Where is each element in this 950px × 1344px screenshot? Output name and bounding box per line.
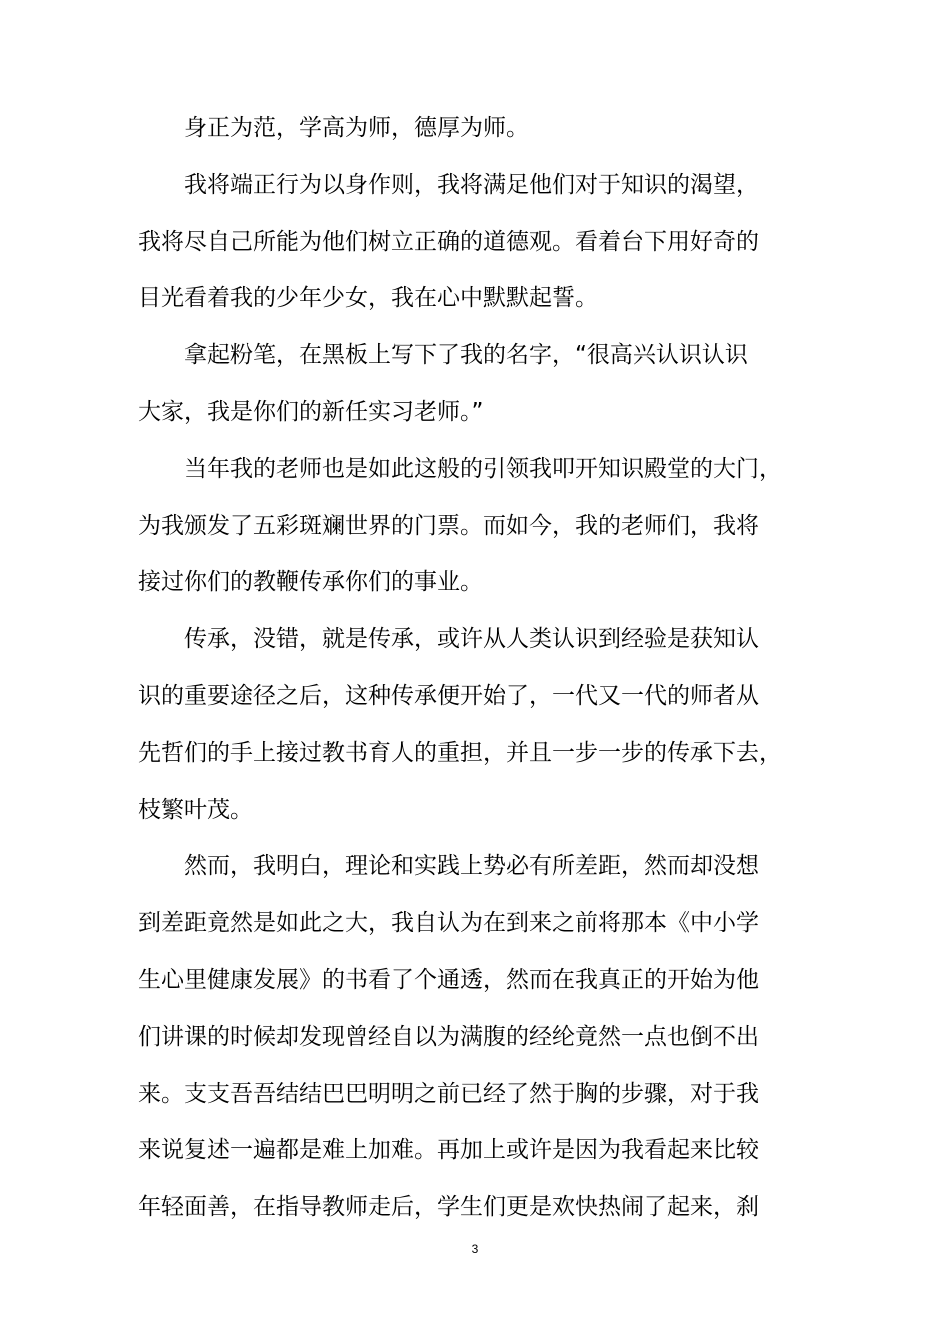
text-line: 先哲们的手上接过教书育人的重担，并且一步一步的传承下去， (138, 739, 782, 766)
text-line: 然而，我明白，理论和实践上势必有所差距，然而却没想 (184, 853, 759, 880)
text-line: 识的重要途径之后，这种传承便开始了，一代又一代的师者从 (138, 682, 759, 709)
text-line: 大家，我是你们的新任实习老师。” (138, 398, 484, 425)
text-line: 年轻面善，在指导教师走后，学生们更是欢快热闹了起来，刹 (138, 1194, 759, 1221)
text-line: 来说复述一遍都是难上加难。再加上或许是因为我看起来比较 (138, 1137, 759, 1164)
text-line: 身正为范，学高为师，德厚为师。 (184, 115, 529, 141)
text-line: 拿起粉笔，在黑板上写下了我的名字，“很高兴认识认识 (184, 342, 748, 369)
text-line: 我将端正行为以身作则，我将满足他们对于知识的渴望， (184, 171, 759, 198)
body-text (138, 108, 828, 1244)
text-line: 们讲课的时候却发现曾经自以为满腹的经纶竟然一点也倒不出 (138, 1023, 759, 1050)
text-line: 为我颁发了五彩斑斓世界的门票。而如今，我的老师们，我将 (138, 512, 759, 539)
text-line: 枝繁叶茂。 (138, 796, 253, 823)
text-line: 传承，没错，就是传承，或许从人类认识到经验是获知认 (184, 626, 759, 653)
page-number: 3 (471, 1242, 479, 1256)
text-line: 接过你们的教鞭传承你们的事业。 (138, 569, 483, 596)
text-line: 目光看着我的少年少女，我在心中默默起誓。 (138, 285, 598, 312)
text-line: 当年我的老师也是如此这般的引领我叩开知识殿堂的大门， (184, 455, 782, 482)
text-line: 到差距竟然是如此之大，我自认为在到来之前将那本《中小学 (138, 910, 759, 937)
text-line: 来。支支吾吾结结巴巴明明之前已经了然于胸的步骤，对于我 (138, 1080, 759, 1107)
text-line: 生心里健康发展》的书看了个通透，然而在我真正的开始为他 (138, 966, 759, 993)
text-line: 我将尽自己所能为他们树立正确的道德观。看着台下用好奇的 (138, 228, 759, 255)
